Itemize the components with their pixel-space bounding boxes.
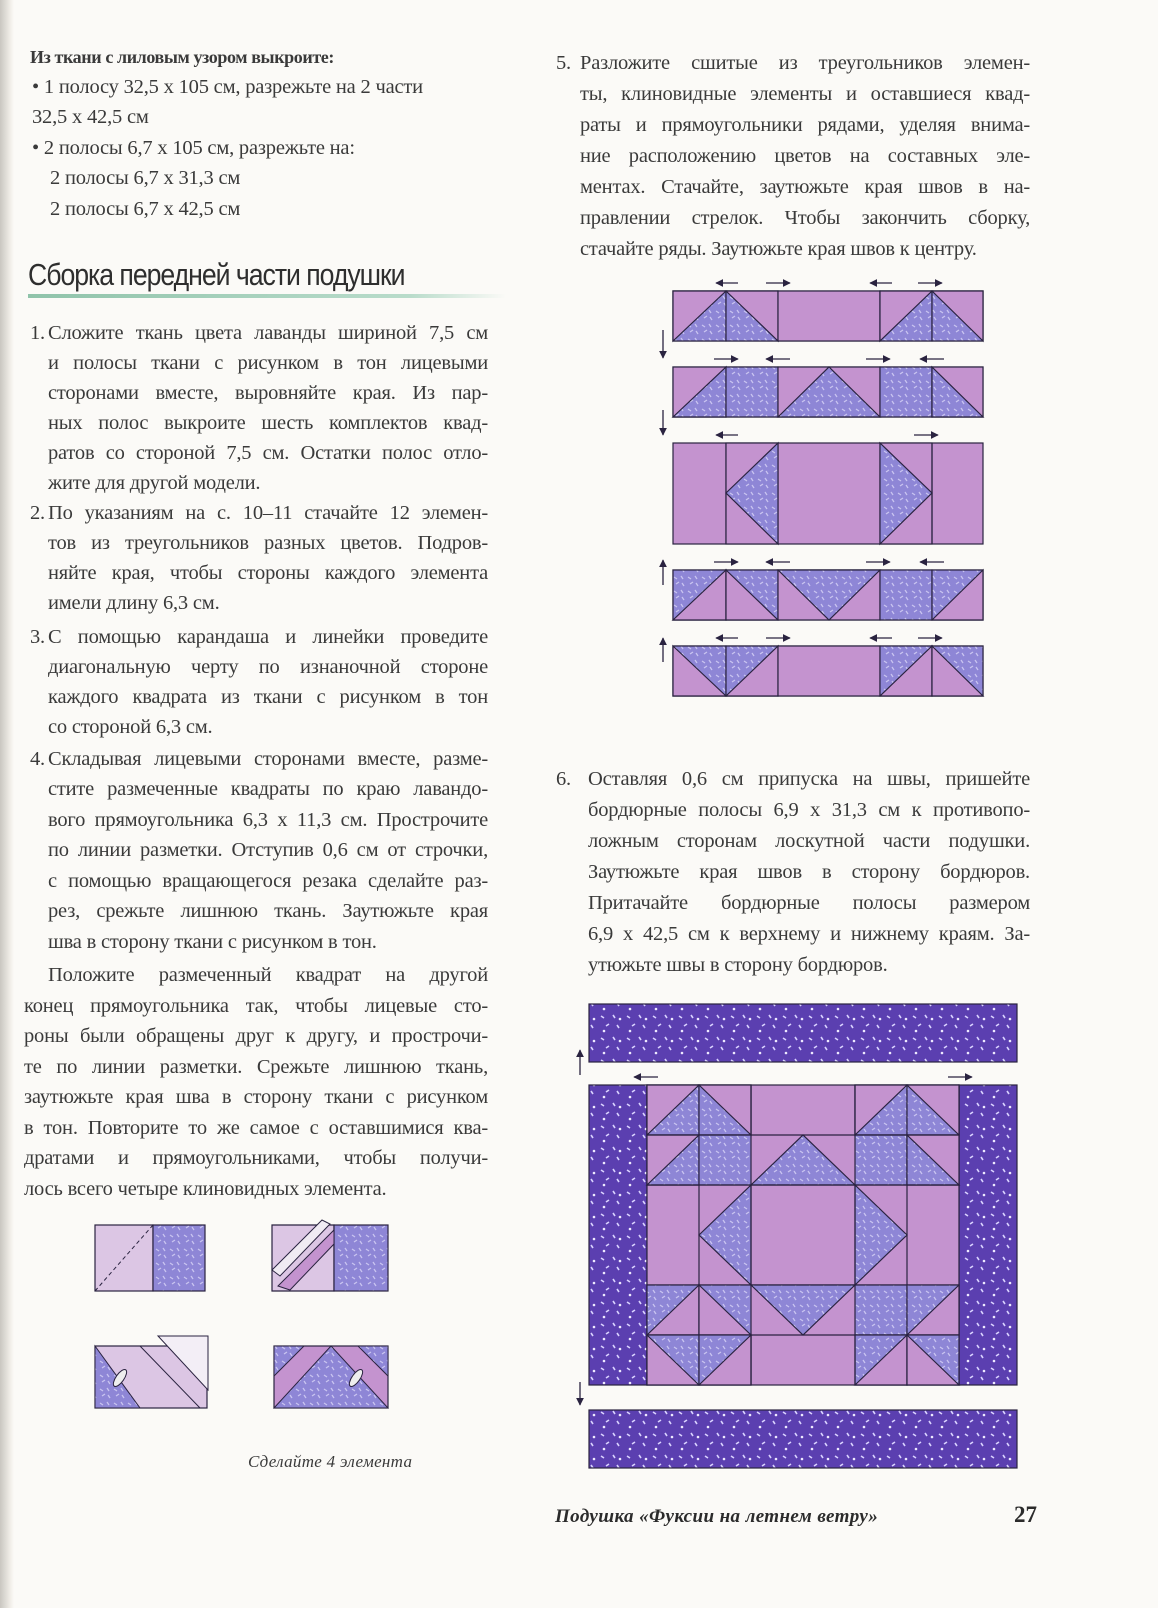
cut-heading: Из ткани с лиловым узором выкроите: [30,47,334,67]
step-4-number: 4. [30,748,45,770]
step-1-line: ратов со стороной 7,5 см. Остатки полос отло- [48,442,488,464]
patchwork-center [647,1085,959,1385]
step-3-line: диагональную черту по изнаночной стороне [48,656,488,678]
paragraph-line: конец прямоугольника так, чтобы лицевые сто- [24,995,488,1017]
step-6-line: бордюрные полосы 6,9 х 31,3 см к противопо- [588,799,1030,821]
step-6-line: утюжьте швы в сторону бордюров. [588,954,888,976]
step-5-line: раты и прямоугольники рядами, уделяя внима- [580,114,1030,136]
paragraph-line: заутюжьте края шва в сторону ткани с рисунком [24,1086,488,1108]
step-6-number: 6. [556,768,571,790]
cut-list-sub-item-2: 2 полосы 6,7 х 42,5 см [50,198,241,220]
paragraph-line: лось всего четыре клиновидных элемента. [24,1178,387,1200]
cut-list-item-1-cont: 32,5 х 42,5 см [32,106,149,128]
step-1-line: Сложите ткань цвета лаванды шириной 7,5 см [48,322,488,344]
paragraph-line: те по линии разметки. Срежьте лишнюю ткань, [24,1056,488,1078]
page-number: 27 [1014,1502,1037,1527]
step-3-line: С помощью карандаша и линейки проведите [48,626,488,648]
step-1-line: и полосы ткани с рисунком в тон лицевыми [48,352,488,374]
step-3-line: со стороной 6,3 см. [48,716,213,738]
step-4-line: по линии разметки. Отступив 0,6 см от строчки, [48,839,488,861]
step-5-line: ние расположению цветов на составных эле- [580,145,1030,167]
step-4-line: вого прямоугольника 6,3 х 11,3 см. Прострочите [48,809,488,831]
section-title: Сборка передней части подушки [28,257,405,292]
footer-title: Подушка «Фуксии на летнем ветру» [555,1506,879,1527]
step-5-line: ментах. Стачайте, заутюжьте края швов в на- [580,176,1030,198]
step-4-line: с помощью вращающегося резака сделайте раз- [48,870,488,892]
paragraph-line: в тон. Повторите то же самое с оставшимися ква- [24,1117,488,1139]
step-6-line: Оставляя 0,6 см припуска на швы, пришейте [588,768,1030,790]
step-5-number: 5. [556,52,571,74]
border-strip-top [589,1004,1017,1062]
step-2-line: няйте края, чтобы стороны каждого элемента [48,562,488,584]
step-5-line: правлении стрелок. Чтобы закончить сборку, [580,207,1030,229]
step-5-line: ты, клиновидные элементы и оставшиеся квад- [580,83,1030,105]
step-4-line: Складывая лицевыми сторонами вместе, разме- [48,748,488,770]
step-2-line: тов из треугольников разных цветов. Подров- [48,532,488,554]
step-2-line: имели длину 6,3 см. [48,592,220,614]
step-6-line: 6,9 х 42,5 см к верхнему и нижнему краям. За- [588,923,1030,945]
step-1-line: жите для другой модели. [48,472,261,494]
cut-list-item-2: • 2 полосы 6,7 х 105 см, разрежьте на: [32,137,355,159]
step-4-line: рез, срежьте лишнюю ткань. Заутюжьте края [48,900,488,922]
step-3-number: 3. [30,626,45,648]
step-1-number: 1. [30,322,45,344]
step-2-line: По указаниям на с. 10–11 стачайте 12 элемен- [48,502,488,524]
paragraph-line: роны были обращены друг к другу, и прострочи- [24,1025,488,1047]
border-strip-left [589,1085,647,1385]
cut-list-sub-item-1: 2 полосы 6,7 х 31,3 см [50,167,241,189]
step-4-line: шва в сторону ткани с рисунком в тон. [48,931,377,953]
paragraph-line: дратами и прямоугольниками, чтобы получи- [24,1147,488,1169]
step-3-line: каждого квадрата из ткани с рисунком в тон [48,686,488,708]
step-4-line: стите размеченные квадраты по краю лавандо- [48,778,488,800]
step-5-line: Разложите сшитые из треугольников элемен- [580,52,1030,74]
step-5-line: стачайте ряды. Заутюжьте края швов к центру. [580,238,977,260]
figure-caption: Сделайте 4 элемента [248,1452,413,1471]
border-strip-right [959,1085,1017,1385]
step-6-line: ложным сторонам лоскутной части подушки. [588,830,1030,852]
step-1-line: сторонами вместе, выровняйте края. Из пар- [48,382,488,404]
cut-list-item-1: • 1 полосу 32,5 х 105 см, разрежьте на 2 части [32,76,423,98]
step-6-line: Заутюжьте края швов в сторону бордюров. [588,861,1030,883]
step-2-number: 2. [30,502,45,524]
border-strip-bottom [589,1410,1017,1468]
step-6-line: Притачайте бордюрные полосы размером [588,892,1030,914]
step-1-line: ных полос выкроите шесть комплектов квад- [48,412,488,434]
paragraph-line: Положите размеченный квадрат на другой [48,964,488,986]
